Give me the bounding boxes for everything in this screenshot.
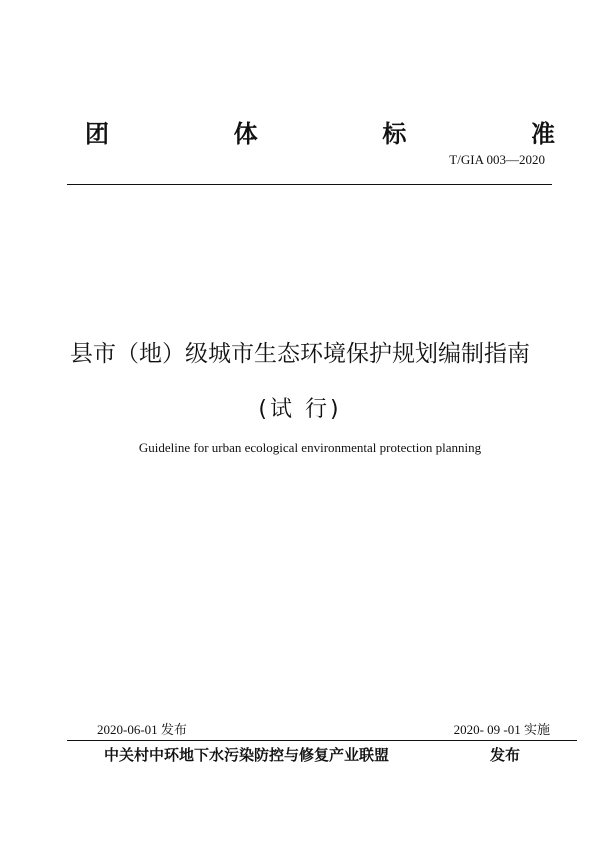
standard-type-char-1: 团	[85, 120, 109, 148]
standard-type-char-3: 标	[382, 120, 407, 148]
standard-code: T/GIA 003—2020	[449, 152, 545, 167]
standard-type-heading	[85, 114, 555, 149]
top-divider	[67, 184, 552, 185]
standard-type-char-4: 准	[530, 120, 555, 148]
standard-type-char-2: 体	[233, 120, 258, 148]
publisher-name: 中关村中环地下水污染防控与修复产业联盟	[104, 746, 390, 764]
bottom-divider	[67, 740, 577, 741]
document-subtitle: (试 行)	[258, 397, 342, 422]
publish-date: 2020-06-01 发布	[97, 722, 187, 737]
publish-label: 发布	[490, 746, 521, 764]
document-title: 县市（地）级城市生态环境保护规划编制指南	[70, 341, 530, 367]
english-title: Guideline for urban ecological environmental protection planning	[138, 440, 482, 455]
effective-date: 2020- 09 -01 实施	[453, 722, 550, 737]
